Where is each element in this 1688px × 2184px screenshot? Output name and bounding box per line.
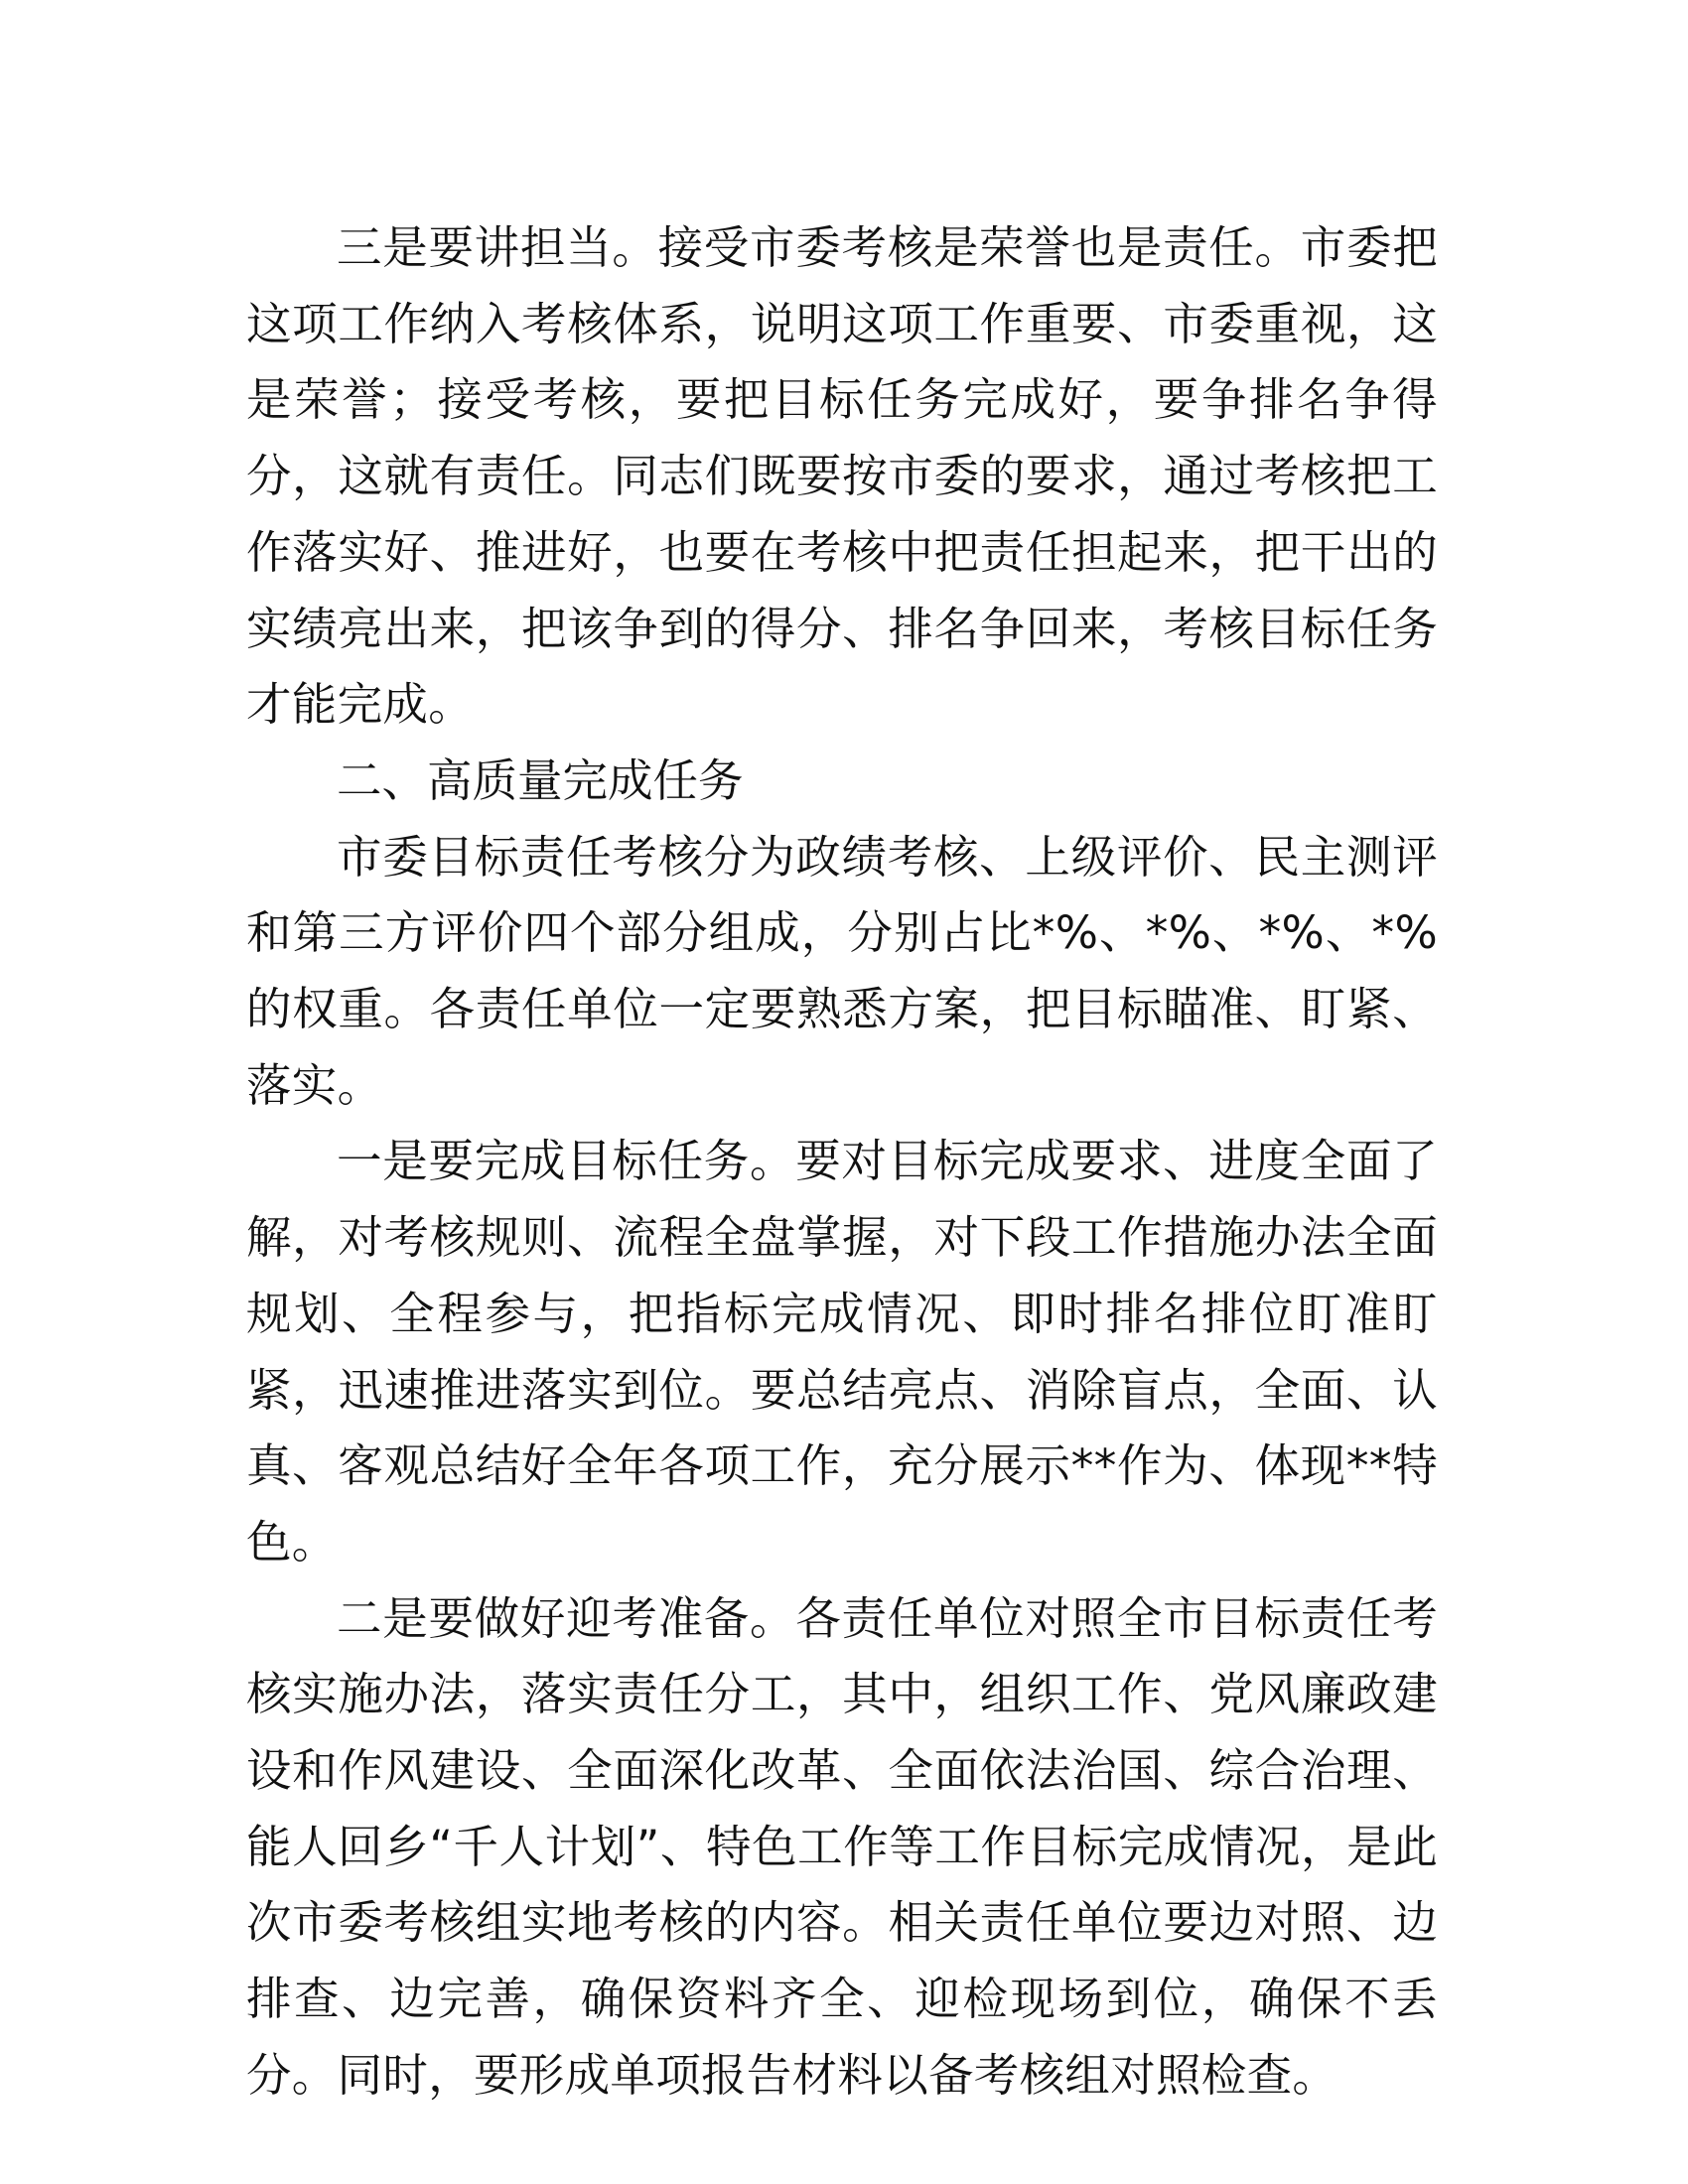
document-body xyxy=(246,210,1438,2115)
paragraph-prepare-inspection: 二是要做好迎考准备。各责任单位对照全市目标责任考核实施办法，落实责任分工，其中，组织工作、党风廉政建设和作风建设、全面深化改革、全面依法治国、综合治理、能人回乡“千人计划”、特色工作等工作目标完成情况，是此次市委考核组实地考核的内容。相关责任单位要边对照、边排查、边完善，确保资料齐全、迎检现场到位，确保不丢分。同时，要形成单项报告材料以备考核组对照检查。 xyxy=(246,1591,1438,2102)
paragraph-complete-tasks: 一是要完成目标任务。要对目标完成要求、进度全面了解，对考核规则、流程全盘掌握，对下段工作措施办法全面规划、全程参与，把指标完成情况、即时排名排位盯准盯紧，迅速推进落实到位。要总结亮点、消除盲点，全面、认真、客观总结好全年各项工作，充分展示**作为、体现**特色。 xyxy=(246,1135,1438,1569)
paragraph-responsibility: 三是要讲担当。接受市委考核是荣誉也是责任。市委把这项工作纳入考核体系，说明这项工作重要、市委重视，这是荣誉；接受考核，要把目标任务完成好，要争排名争得分，这就有责任。同志们既要按市委的要求，通过考核把工作落实好、推进好，也要在考核中把责任担起来，把干出的实绩亮出来，把该争到的得分、排名争回来，考核目标任务才能完成。 xyxy=(246,221,1438,732)
paragraph-assessment-composition: 市委目标责任考核分为政绩考核、上级评价、民主测评和第三方评价四个部分组成，分别占比*%、*%、*%、*%的权重。各责任单位一定要熟悉方案，把目标瞄准、盯紧、落实。 xyxy=(246,830,1438,1112)
section-heading: 二、高质量完成任务 xyxy=(337,753,744,807)
